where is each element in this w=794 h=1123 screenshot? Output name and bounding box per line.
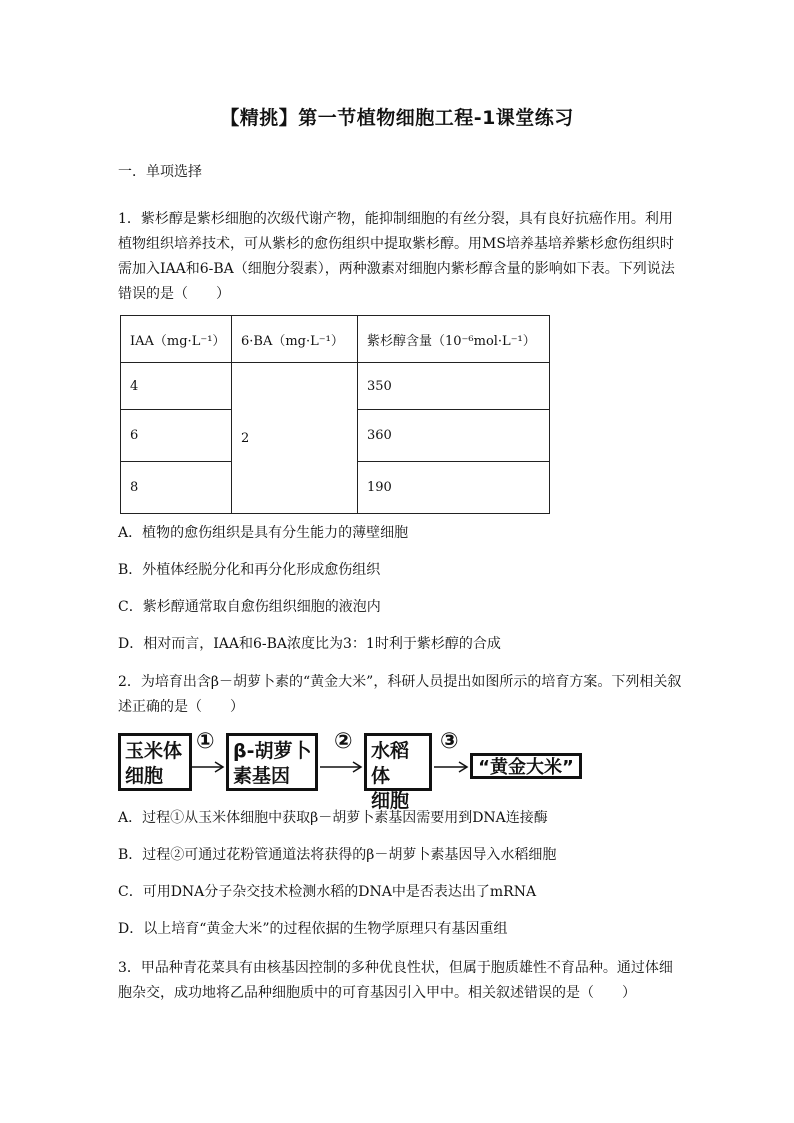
- flow-box-corn-cell-line2: 细胞: [125, 765, 164, 787]
- flow-box-corn-cell-line1: 玉米体: [125, 740, 183, 762]
- cell-6ba-merged: 2: [232, 363, 358, 514]
- q2-option-c: C．可用DNA分子杂交技术检测水稻的DNA中是否表达出了mRNA: [118, 884, 537, 900]
- q1-option-c: C．紫杉醇通常取自愈伤组织细胞的液泡内: [118, 599, 381, 615]
- q1-option-a: A．植物的愈伤组织是具有分生能力的薄壁细胞: [118, 525, 409, 541]
- question-2-stem: 2．为培育出含β－胡萝卜素的“黄金大米”，科研人员提出如图所示的培育方案。下列相关叙述正确的是（ ）: [118, 674, 682, 715]
- step-3-label: ③: [440, 729, 459, 754]
- cell-iaa: 8: [121, 462, 232, 514]
- q1-option-d: D．相对而言，IAA和6-BA浓度比为3：1时利于紫杉醇的合成: [118, 636, 501, 652]
- flow-box-carotene-gene: [226, 733, 318, 791]
- q2-option-a: A．过程①从玉米体细胞中获取β－胡萝卜素基因需要用到DNA连接酶: [118, 810, 548, 826]
- cell-content: 190: [358, 462, 550, 514]
- flow-result-golden-rice: “黄金大米”: [470, 753, 582, 779]
- question-1-stem: 1．紫杉醇是紫杉细胞的次级代谢产物，能抑制细胞的有丝分裂，具有良好抗癌作用。利用植物组织培养技术，可从紫杉的愈伤组织中提取紫杉醇。用MS培养基培养紫杉愈伤组织时需加入IAA和6-BA（细胞分裂素），两种激素对细胞内紫杉醇含量的影响如下表。下列说法错误的是（ ）: [118, 211, 675, 302]
- header-iaa: IAA（mg·L⁻¹）: [121, 316, 232, 363]
- flow-box-corn-cell: [118, 733, 192, 791]
- q2-option-d: D．以上培育“黄金大米”的过程依据的生物学原理只有基因重组: [118, 921, 508, 937]
- breeding-flow-diagram: [118, 729, 598, 812]
- flow-box-rice-cell-line2: 细胞: [371, 790, 410, 812]
- step-1-label: ①: [196, 729, 215, 754]
- step-2-label: ②: [334, 729, 353, 754]
- flow-box-rice-cell: [364, 733, 432, 812]
- hormone-table: [120, 315, 550, 514]
- header-taxol-content: 紫杉醇含量（10⁻⁶mol·L⁻¹）: [358, 316, 550, 363]
- arrow-right-icon: [434, 759, 470, 775]
- flow-box-carotene-gene-line2: 素基因: [233, 765, 291, 787]
- arrow-right-icon: [192, 759, 226, 775]
- page-title: 【精挑】第一节植物细胞工程-1课堂练习: [220, 107, 574, 129]
- question-3-stem: 3．甲品种青花菜具有由核基因控制的多种优良性状，但属于胞质雄性不育品种。通过体细胞杂交，成功地将乙品种细胞质中的可育基因引入甲中。相关叙述错误的是（ ）: [118, 960, 673, 1001]
- table-row: [121, 363, 550, 410]
- flow-box-rice-cell-line1: 水稻体: [371, 740, 410, 787]
- q1-option-b: B．外植体经脱分化和再分化形成愈伤组织: [118, 562, 381, 578]
- header-6ba: 6·BA（mg·L⁻¹）: [232, 316, 358, 363]
- cell-content: 360: [358, 410, 550, 462]
- q2-option-b: B．过程②可通过花粉管通道法将获得的β－胡萝卜素基因导入水稻细胞: [118, 847, 557, 863]
- cell-content: 350: [358, 363, 550, 410]
- cell-iaa: 6: [121, 410, 232, 462]
- cell-iaa: 4: [121, 363, 232, 410]
- arrow-right-icon: [320, 759, 364, 775]
- flow-box-carotene-gene-line1: β-胡萝卜: [233, 740, 312, 762]
- table-header-row: [121, 316, 550, 363]
- section-heading: 一．单项选择: [118, 164, 202, 180]
